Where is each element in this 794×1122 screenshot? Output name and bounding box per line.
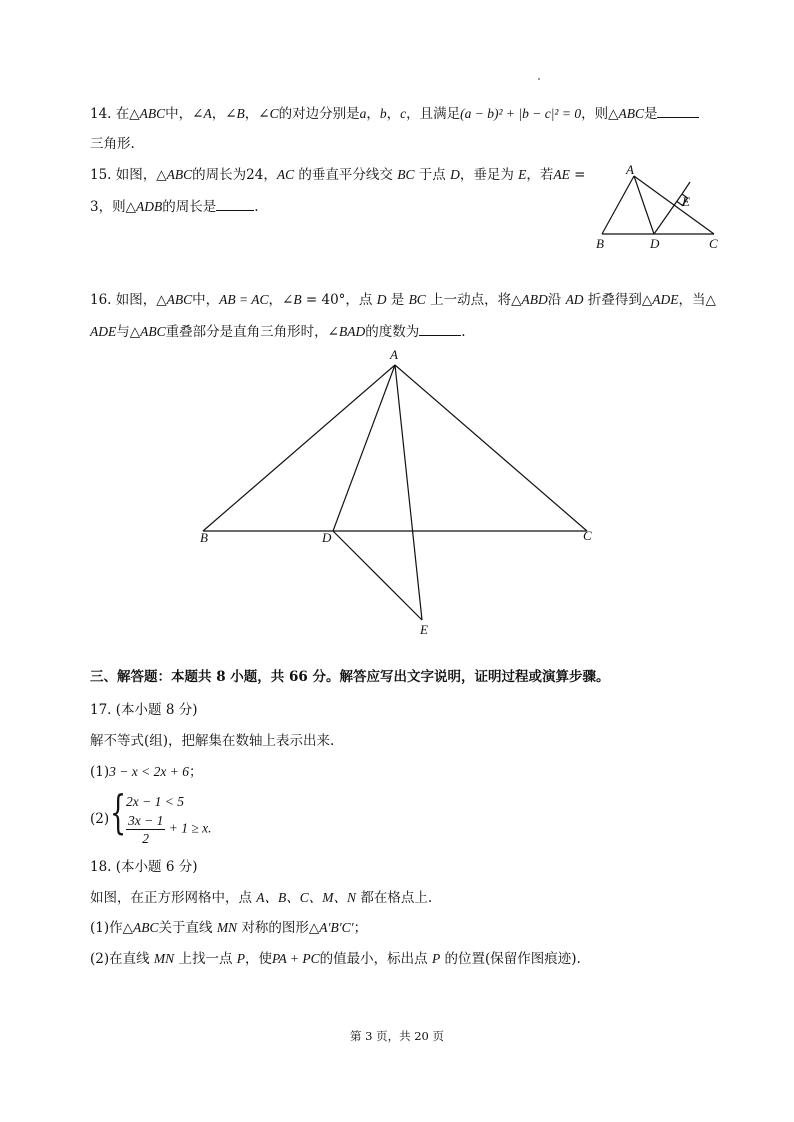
q18-part1: (1)作△ABC关于直线 MN 对称的图形△A′B′C′； — [90, 920, 368, 936]
q15-label-c: C — [709, 236, 718, 251]
q16-label-d: D — [322, 530, 332, 545]
q17-system-brace: { — [110, 785, 127, 839]
q17-intro: 解不等式(组)，把解集在数轴上表示出来. — [90, 733, 335, 749]
q15-line1: 15. 如图，△ABC的周长为24，AC 的垂直平分线交 BC 于点 D，垂足为 E，若AE = — [90, 167, 586, 183]
q16-answer-blank[interactable] — [419, 323, 461, 336]
q16-label-b: B — [200, 530, 208, 545]
q15-line2: 3，则△ADB的周长是 . — [90, 199, 259, 215]
q14-line1: 14. 在△ABC中，∠A，∠B，∠C的对边分别是a，b，c，且满足(a − b)² + |b − c|² = 0，则△ABC是 — [90, 104, 699, 124]
q17-head: 17. (本小题 8 分) — [90, 702, 198, 718]
q16-number: 16. — [90, 292, 112, 308]
q16-line1: 16. 如图，△ABC中，AB = AC，∠B = 40°，点 D 是 BC 上一动点，将△ABD沿 AD 折叠得到△ADE，当△ — [90, 292, 716, 308]
speck — [538, 78, 540, 80]
q14-number: 14. — [90, 106, 112, 122]
q15-number: 15. — [90, 167, 112, 183]
q18-part2: (2)在直线 MN 上找一点 P，使PA + PC的值最小，标出点 P 的位置(保留作图痕迹). — [90, 951, 581, 967]
q15-answer-blank[interactable] — [216, 198, 254, 211]
q14-line2: 三角形. — [90, 136, 135, 152]
q15-label-e: E — [682, 194, 690, 209]
q16-seg-ab — [203, 365, 395, 531]
page-footer: 第 3 页，共 20 页 — [349, 1029, 445, 1043]
q16-seg-ac — [395, 365, 587, 531]
q15-seg-ext — [682, 182, 690, 194]
q15-seg-ab — [602, 176, 634, 234]
q15-label-b: B — [596, 236, 604, 251]
q16-figure — [190, 340, 610, 645]
q15-figure — [590, 160, 730, 255]
q15-label-d: D — [650, 236, 660, 251]
q18-intro: 如图，在正方形网格中，点 A、B、C、M、N 都在格点上. — [90, 890, 433, 906]
q14-answer-blank[interactable] — [657, 105, 699, 118]
q17-fraction: $\frac{3x - 1}{2}$ — [128, 813, 164, 846]
section-3-heading: 三、解答题：本题共 8 小题，共 66 分。解答应写出文字说明，证明过程或演算步骤。 — [90, 669, 610, 685]
q17-system-line2: $\frac{3x - 1}{2}$ + 1 ≥ x. — [128, 813, 212, 846]
q17-system-line1: 2x − 1 < 5 — [126, 794, 184, 809]
q16-seg-ad — [333, 365, 395, 531]
q15-seg-ad — [634, 176, 654, 234]
q16-seg-de — [333, 531, 422, 620]
q16-label-a: A — [390, 347, 398, 362]
q17-part1: (1)3 − x < 2x + 6； — [90, 764, 203, 780]
q17-part2-label: (2) — [90, 811, 110, 827]
q16-label-c: C — [583, 528, 592, 543]
q16-seg-ae — [395, 365, 422, 620]
q16-line2: ADE与△ABC重叠部分是直角三角形时，∠BAD的度数为 . — [90, 324, 466, 340]
q15-label-a: A — [626, 162, 634, 177]
q16-label-e: E — [420, 622, 428, 637]
q14-formula: (a − b)² + |b − c|² = 0 — [460, 106, 582, 121]
q18-head: 18. (本小题 6 分) — [90, 859, 198, 875]
